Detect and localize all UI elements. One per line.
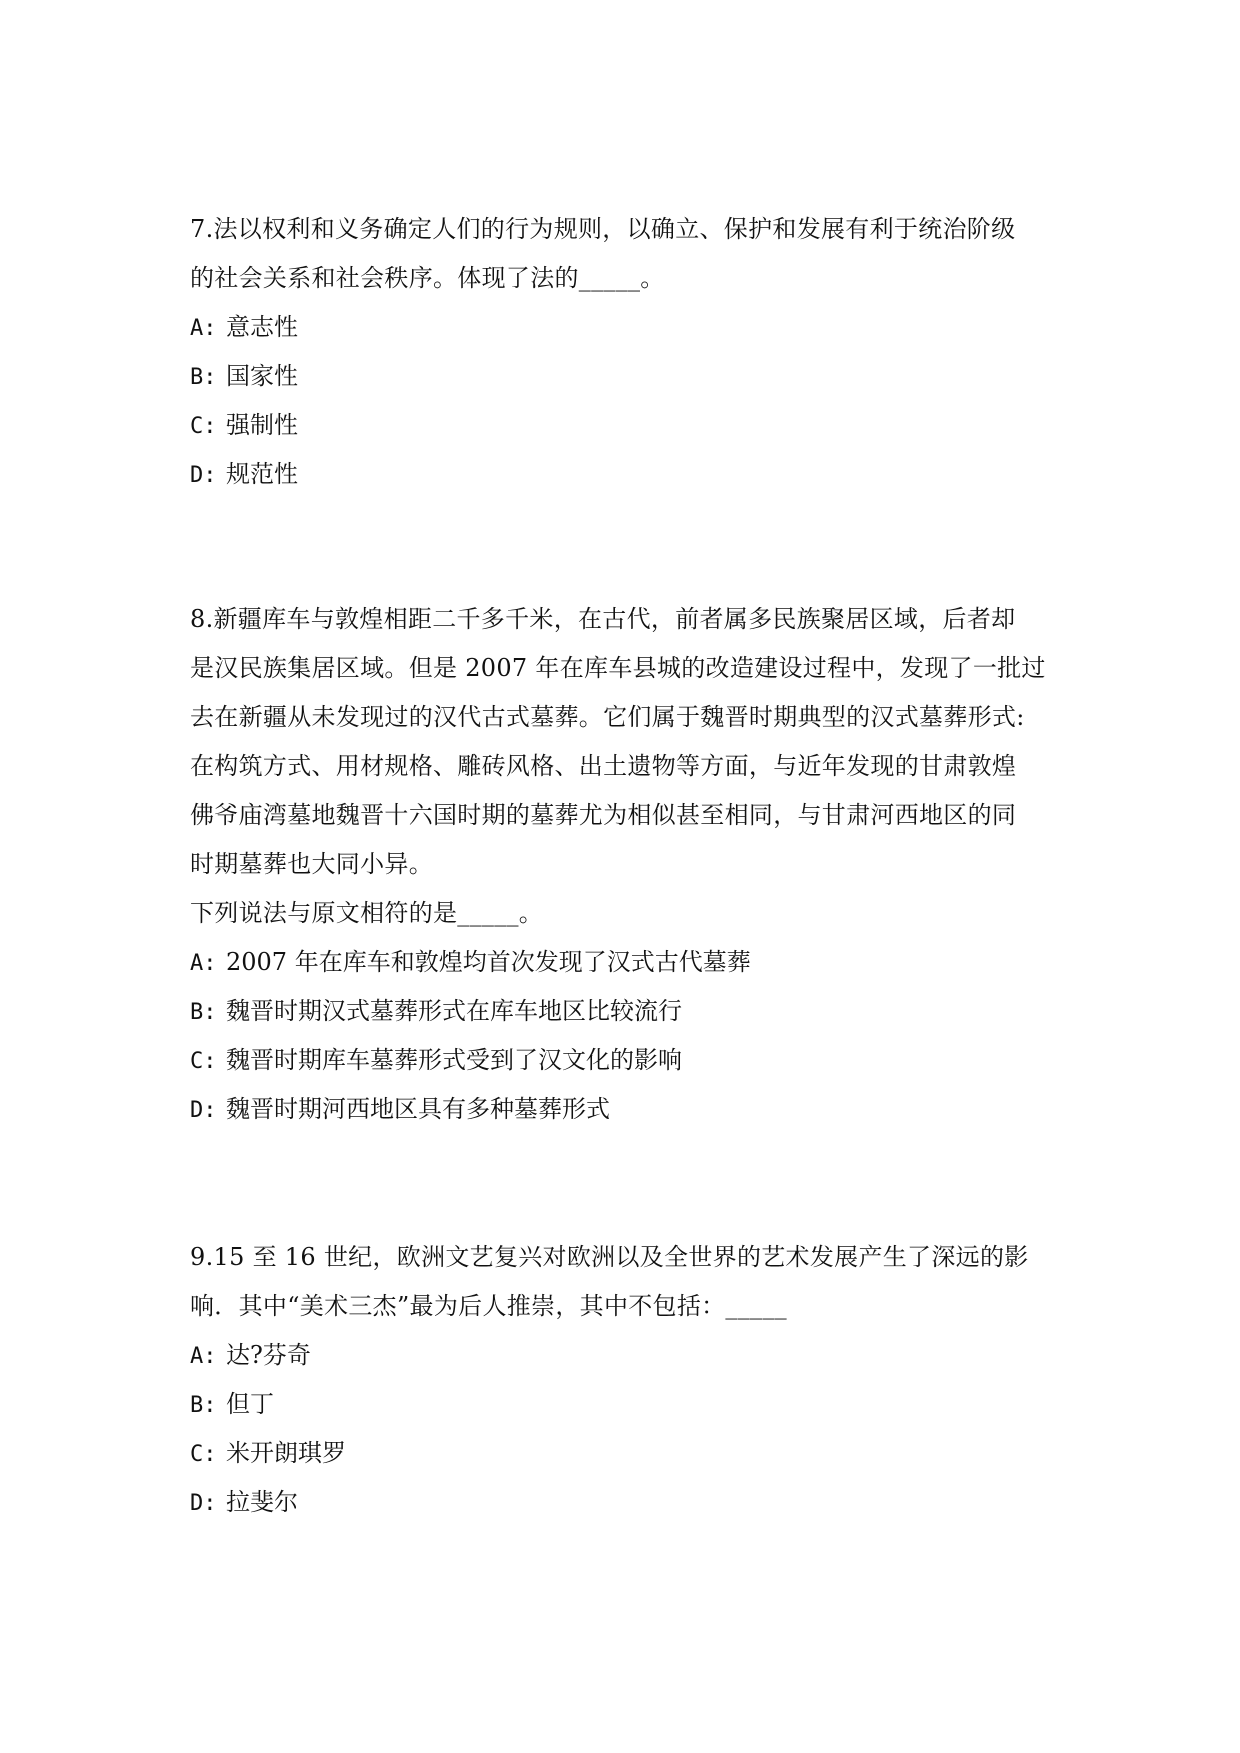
option-letter: A: (190, 951, 217, 976)
option-a (190, 303, 1060, 352)
question-9 (190, 1233, 1060, 1527)
option-letter: C: (190, 1442, 217, 1467)
question-8 (190, 595, 1060, 1134)
option-letter: C: (190, 414, 217, 439)
option-letter: D: (190, 463, 217, 488)
option-letter: A: (190, 316, 217, 341)
option-letter: B: (190, 1000, 217, 1025)
option-text: 米开朗琪罗 (226, 1439, 346, 1467)
question-stem-line: 去在新疆从未发现过的汉代古式墓葬。它们属于魏晋时期典型的汉式墓葬形式: (190, 703, 1025, 731)
option-letter: B: (190, 1393, 217, 1418)
question-stem-line: 佛爷庙湾墓地魏晋十六国时期的墓葬尤为相似甚至相同，与甘肃河西地区的同 (190, 801, 1017, 829)
option-text: 国家性 (226, 362, 298, 390)
option-letter: B: (190, 365, 217, 390)
option-d (190, 1085, 1060, 1134)
option-b (190, 352, 1060, 401)
question-stem-line: 8.新疆库车与敦煌相距二千多千米，在古代，前者属多民族聚居区域，后者却 (190, 605, 1016, 633)
option-c (190, 401, 1060, 450)
question-stem-line: 的社会关系和社会秩序。体现了法的_____。 (190, 264, 665, 292)
option-a (190, 938, 1060, 987)
option-letter: A: (190, 1344, 217, 1369)
question-stem-line: 响．其中“美术三杰”最为后人推崇，其中不包括：_____ (190, 1292, 787, 1320)
question-stem-line: 9.15 至 16 世纪，欧洲文艺复兴对欧洲以及全世界的艺术发展产生了深远的影 (190, 1243, 1029, 1271)
option-text: 但丁 (226, 1390, 274, 1418)
question-stem-line: 是汉民族集居区域。但是 2007 年在库车县城的改造建设过程中，发现了一批过 (190, 654, 1046, 682)
option-a (190, 1331, 1060, 1380)
option-d (190, 1478, 1060, 1527)
option-letter: D: (190, 1098, 217, 1123)
option-text: 意志性 (226, 313, 298, 341)
option-letter: D: (190, 1491, 217, 1516)
option-c (190, 1429, 1060, 1478)
option-c (190, 1036, 1060, 1085)
option-text: 魏晋时期河西地区具有多种墓葬形式 (226, 1095, 610, 1123)
option-text: 魏晋时期汉式墓葬形式在库车地区比较流行 (226, 997, 682, 1025)
question-7 (190, 205, 1060, 499)
option-text: 强制性 (226, 411, 298, 439)
option-text: 规范性 (226, 460, 298, 488)
option-letter: C: (190, 1049, 217, 1074)
option-d (190, 450, 1060, 499)
option-text: 2007 年在库车和敦煌均首次发现了汉式古代墓葬 (226, 948, 751, 976)
question-stem-line: 在构筑方式、用材规格、雕砖风格、出土遗物等方面，与近年发现的甘肃敦煌 (190, 752, 1017, 780)
option-text: 魏晋时期库车墓葬形式受到了汉文化的影响 (226, 1046, 682, 1074)
question-prompt-line: 下列说法与原文相符的是_____。 (190, 899, 544, 927)
question-stem-line: 7.法以权利和义务确定人们的行为规则，以确立、保护和发展有利于统治阶级 (190, 215, 1016, 243)
question-stem-line: 时期墓葬也大同小异。 (190, 850, 433, 878)
option-text: 达?芬奇 (226, 1341, 311, 1369)
option-b (190, 987, 1060, 1036)
option-text: 拉斐尔 (226, 1488, 298, 1516)
option-b (190, 1380, 1060, 1429)
